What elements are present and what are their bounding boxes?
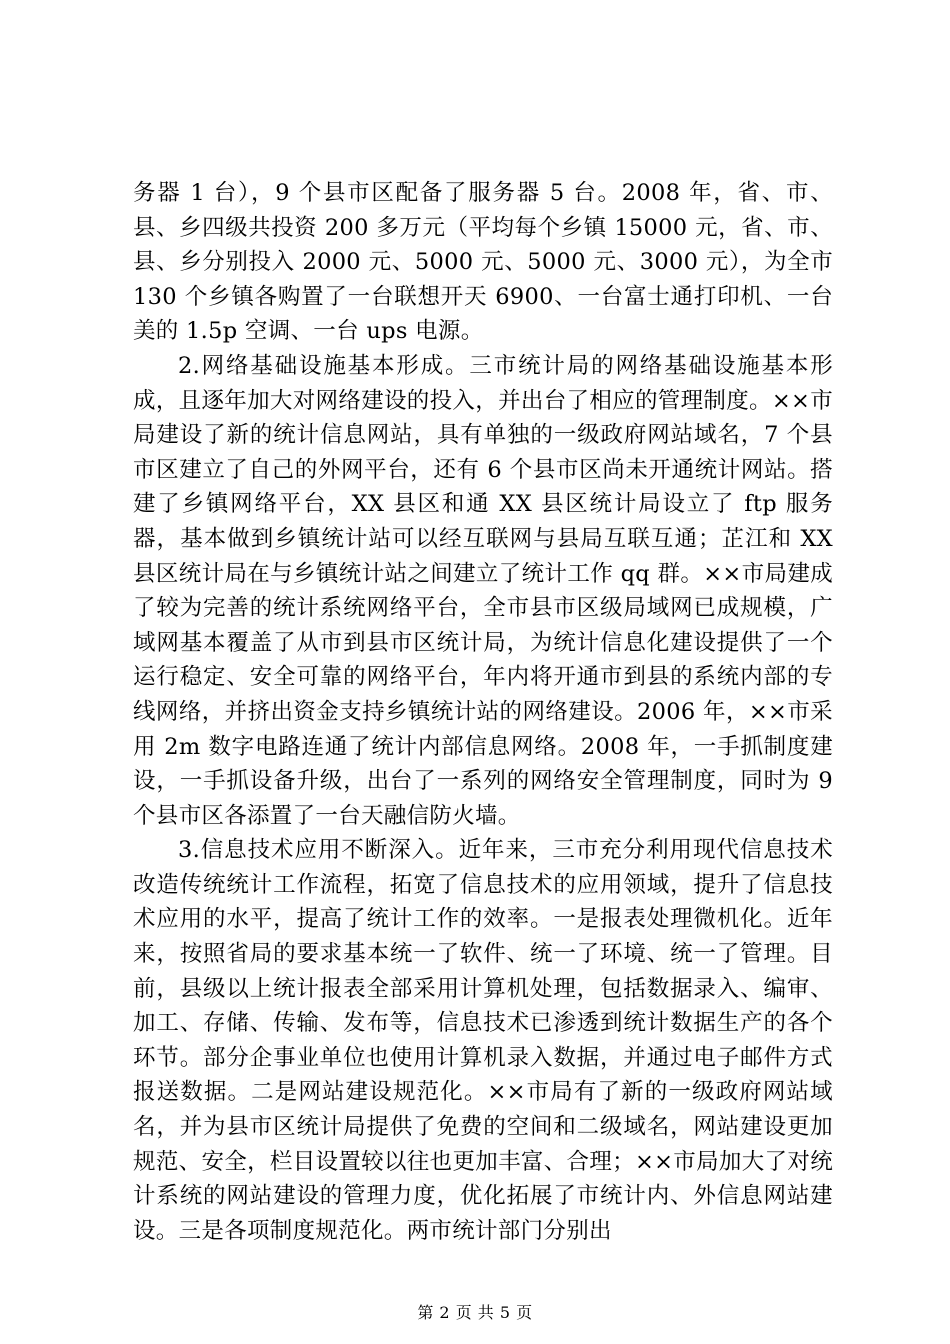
page-footer [0,1303,950,1323]
paragraph-network-infrastructure: 2.网络基础设施基本形成。三市统计局的网络基础设施基本形成，且逐年加大对网络建设的投入，并出台了相应的管理制度。××市局建设了新的统计信息网站，具有单独的一级政府网站域名，7 个县市区建立了自己的外网平台，还有 6 个县市区尚未开通统计网站。搭建了乡镇网络平台，XX 县区和通 XX 县区统计局设立了 ftp 服务器，基本做到乡镇统计站可以经互联网与县局互联互通；芷江和 XX 县区统计局在与乡镇统计站之间建立了统计工作 qq 群。××市局建成了较为完善的统计系统网络平台，全市县市区级局域网已成规模，广域网基本覆盖了从市到县市区统计局，为统计信息化建设提供了一个运行稳定、安全可靠的网络平台，年内将开通市到县的系统内部的专线网络，并挤出资金支持乡镇统计站的网络建设。2006 年，××市采用 2m 数字电路连通了统计内部信息网络。2008 年，一手抓制度建设，一手抓设备升级，出台了一系列的网络安全管理制度，同时为 9 个县市区各添置了一台天融信防火墙。 [133,352,833,829]
paragraph-it-application: 3.信息技术应用不断深入。近年来，三市充分利用现代信息技术改造传统统计工作流程，拓宽了信息技术的应用领域，提升了信息技术应用的水平，提高了统计工作的效率。一是报表处理微机化。近年来，按照省局的要求基本统一了软件、统一了环境、统一了管理。目前，县级以上统计报表全部采用计算机处理，包括数据录入、编审、加工、存储、传输、发布等，信息技术已渗透到统计数据生产的各个环节。部分企事业单位也使用计算机录入数据，并通过电子邮件方式报送数据。二是网站建设规范化。××市局有了新的一级政府网站域名，并为县市区统计局提供了免费的空间和二级域名，网站建设更加规范、安全，栏目设置较以往也更加丰富、合理；××市局加大了对统计系统的网站建设的管理力度，优化拓展了市统计内、外信息网站建设。三是各项制度规范化。两市统计部门分别出 [133,837,833,1244]
page-number: 第 2 页 共 5 页 [417,1303,533,1322]
document-body [133,176,833,1248]
paragraph-continued: 务器 1 台），9 个县市区配备了服务器 5 台。2008 年，省、市、县、乡四级共投资 200 多万元（平均每个乡镇 15000 元，省、市、县、乡分别投入 2000 元、5000 元、5000 元、3000 元），为全市 130 个乡镇各购置了一台联想开天 6900、一台富士通打印机、一台美的 1.5p 空调、一台 ups 电源。 [133,180,833,345]
